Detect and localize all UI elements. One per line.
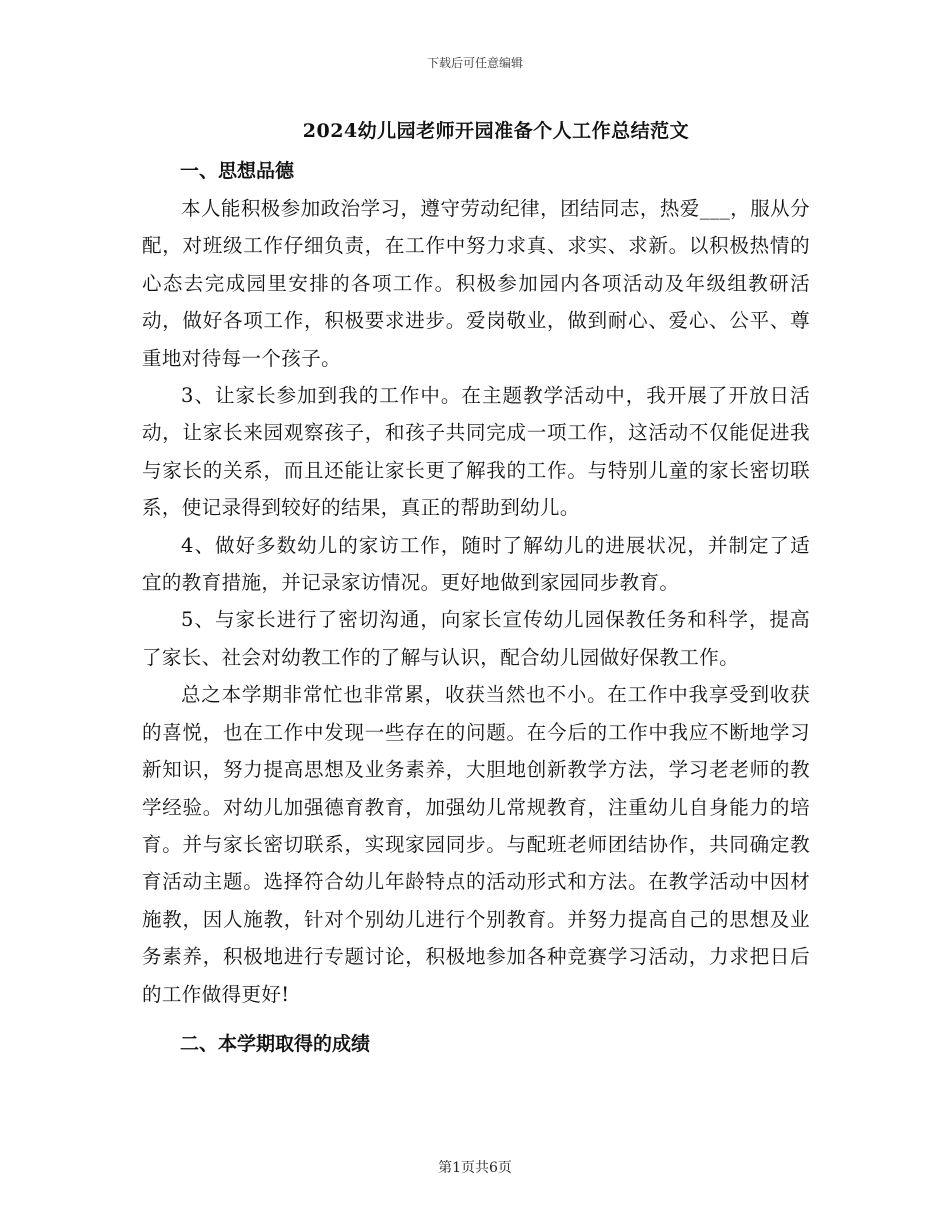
paragraph-item-3: 3、让家长参加到我的工作中。在主题教学活动中，我开展了开放日活动，让家长来园观察孩子，和孩子共同完成一项工作，这活动不仅能促进我与家长的关系，而且还能让家长更了解我的工作。与特别儿童的家长密切联系，使记录得到较好的结果，真正的帮助到幼儿。	[142, 384, 810, 520]
page-number-footer: 第1页共6页	[438, 1160, 512, 1176]
document-title: 2024幼儿园老师开园准备个人工作总结范文	[302, 120, 690, 142]
paragraph-item-4: 4、做好多数幼儿的家访工作，随时了解幼儿的进展状况，并制定了适宜的教育措施，并记录家访情况。更好地做到家园同步教育。	[142, 533, 810, 595]
document-body	[142, 116, 810, 1063]
paragraph-item-5: 5、与家长进行了密切沟通，向家长宣传幼儿园保教任务和科学，提高了家长、社会对幼教工作的了解与认识，配合幼儿园做好保教工作。	[142, 608, 810, 669]
section-heading-morality: 一、思想品德	[180, 160, 295, 182]
paragraph-summary: 总之本学期非常忙也非常累，收获当然也不小。在工作中我享受到收获的喜悦，也在工作中发现一些存在的问题。在今后的工作中我应不断地学习新知识，努力提高思想及业务素养，大胆地创新教学方法，学习老老师的教学经验。对幼儿加强德育教育，加强幼儿常规教育，注重幼儿自身能力的培育。并与家长密切联系，实现家园同步。与配班老师团结协作，共同确定教育活动主题。选择符合幼儿年龄特点的活动形式和方法。在教学活动中因材施教，因人施教，针对个别幼儿进行个别教育。并努力提高自己的思想及业务素养，积极地进行专题讨论，积极地参加各种竞赛学习活动，力求把日后的工作做得更好!	[142, 683, 810, 1006]
page-header-note: 下载后可任意编辑	[426, 56, 523, 70]
section-heading-achievements: 二、本学期取得的成绩	[180, 1032, 371, 1055]
paragraph-morality: 本人能积极参加政治学习，遵守劳动纪律，团结同志，热爱___，服从分配，对班级工作仔细负责，在工作中努力求真、求实、求新。以积极热情的心态去完成园里安排的各项工作。积极参加园内各项活动及年级组教研活动，做好各项工作，积极要求进步。爱岗敬业，做到耐心、爱心、公平、尊重地对待每一个孩子。	[142, 197, 810, 370]
